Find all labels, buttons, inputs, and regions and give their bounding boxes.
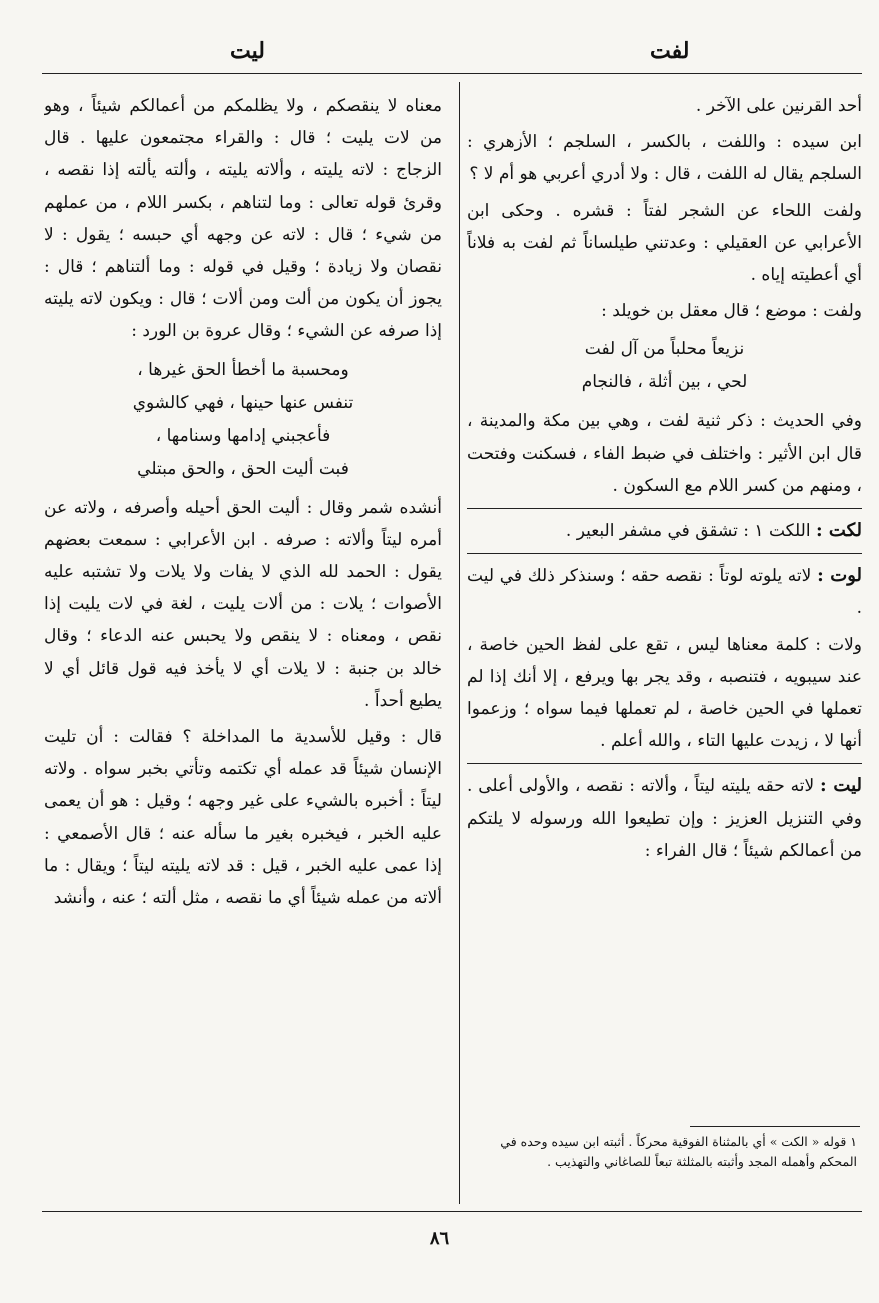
entry-text: اللكت ١ : تشقق في مشفر البعير .: [565, 521, 811, 542]
verse-line: لحي ، بين أثلة ، فالنجام: [581, 372, 748, 393]
entry-headword: لكت :: [815, 520, 862, 542]
verse-line: تنفس عنها حينها ، فهي كالشوي: [132, 392, 354, 413]
paragraph: ابن سيده : واللفت ، بالكسر ، السلجم ؛ الأزهري : السلجم يقال له اللفت ، قال : ولا أدري أعربي هو أم لا ؟: [467, 132, 862, 185]
verse-block: [44, 354, 442, 486]
right-column: [467, 90, 862, 1126]
entry-divider: [467, 508, 862, 509]
entry-lwt: [467, 560, 862, 624]
page-number: ٨٦: [429, 1228, 450, 1249]
entry-lyt: [467, 770, 862, 867]
paragraph: ولفت اللحاء عن الشجر لفتاً : قشره . وحكى ابن الأعرابي عن العقيلي : وعدتني طيلساناً ثم لفت به فلاناً أي أعطيته إياه .: [467, 200, 862, 286]
verse-block: [467, 333, 862, 399]
left-column: [44, 90, 442, 1205]
paragraph: معناه لا ينقصكم ، ولا يظلمكم من أعمالكم شيئاً ، وهو من لات يليت ؛ قال : والقراء مجتمعون عليها . قال الزجاج : لاته يليته ، وألاته يليته ، وألته يألته إذا نقصه ، وقرئ قوله تعالى : وما لتناهم ، بكسر اللام ، من عملهم من شيء ؛ قال : لاته عن وجهه أي حبسه ؛ يقول : لا نقصان ولا زيادة ؛ وقيل في قوله : وما ألتناهم ؛ قال : يجوز أن يكون من ألت ومن ألات ؛ قال : ويكون لاته يليته إذا صرفه عن الشيء ؛ وقال عروة بن الورد :: [44, 96, 442, 342]
paragraph: أنشده شمر وقال : أليت الحق أحيله وأصرفه ، ولاته عن أمره ليتاً وألاته : صرفه . ابن الأعرابي : سمعت بعضهم يقول : الحمد لله الذي لا يفات ولا يلات ولا تشتبه عليه الأصوات ؛ يلات : من ألات يليت ، لغة في لات يليت إذا نقص ، ومعناه : لا ينقص ولا يحبس عنه الدعاء ؛ وقال خالد بن جنبة : لا يلات أي لا يأخذ فيه قول قائل أي لا يطيع أحداً .: [44, 497, 442, 711]
bottom-rule: [42, 1211, 862, 1212]
paragraph: أحد القرنين على الآخر .: [695, 96, 862, 116]
entry-headword: ليت :: [820, 775, 862, 797]
entry-lkt: [467, 515, 862, 547]
verse-line: نزيعاً محلباً من آل لفت: [584, 339, 745, 360]
paragraph: قال : وقيل للأسدية ما المداخلة ؟ فقالت : أن تليت الإنسان شيئاً قد عمله أي تكتمه وتأتي بخبر سواه . ولاته ليتاً : أخبره بالشيء على غير وجهه ؛ وقيل : هو أن يعمى عليه الخبر ، فيخبره بغير ما سأله عنه ؛ قال الأصمعي : إذا عمى عليه الخبر ، قيل : قد لاته يليته ليتاً ؛ ويقال : ما ألاته من عمله شيئاً أي ما نقصه ، مثل ألته ؛ عنه ، وأنشد: [44, 727, 442, 909]
running-head-right: لفت: [650, 38, 690, 64]
footnote-rule: [690, 1126, 860, 1127]
verse-line: فبت أليت الحق ، والحق مبتلي: [137, 458, 349, 479]
footnote: ١ قوله « الكت » أي بالمثناة الفوقية محركاً . أثبته ابن سيده وحده في المحكم وأهمله المجد وأثبته بالمثلثة تبعاً للصاغاني والتهذيب .: [500, 1134, 857, 1169]
running-head-left: ليت: [230, 38, 265, 64]
verse-line: فأعجبني إدامها وسنامها ،: [155, 425, 331, 446]
entry-divider: [467, 553, 862, 554]
paragraph: ولفت : موضع ؛ قال معقل بن خويلد :: [601, 301, 862, 322]
verse-line: ومحسبة ما أخطأ الحق غيرها ،: [137, 359, 349, 380]
entry-divider: [467, 763, 862, 764]
paragraph: ولات : كلمة معناها ليس ، تقع على لفظ الحين خاصة ، عند سيبويه ، فتنصبه ، وقد يجر بها ويرفع ، إلا أنك إذا لم تعملها في الحين خاصة ، لم تعملها فيما سواه ؛ وزعموا أنها لا ، زيدت عليها التاء ، والله أعلم .: [467, 634, 862, 752]
paragraph: وفي الحديث : ذكر ثنية لفت ، وهي بين مكة والمدينة ، قال ابن الأثير : واختلف في ضبط الفاء ، فسكنت وفتحت ، ومنهم من كسر اللام مع السكون .: [467, 411, 862, 496]
entry-text: لاته يلوته لوتاً : نقصه حقه ؛ وسنذكر ذلك في ليت .: [467, 566, 862, 619]
top-rule: [42, 73, 862, 74]
entry-headword: لوت :: [817, 565, 862, 587]
entry-text: لاته حقه يليته ليتاً ، وألاته : نقصه ، والأولى أعلى . وفي التنزيل العزيز : وإن تطيعوا الله ورسوله لا يلتكم من أعمالكم شيئاً ؛ قال الفراء :: [467, 776, 862, 861]
column-divider: [459, 82, 460, 1204]
